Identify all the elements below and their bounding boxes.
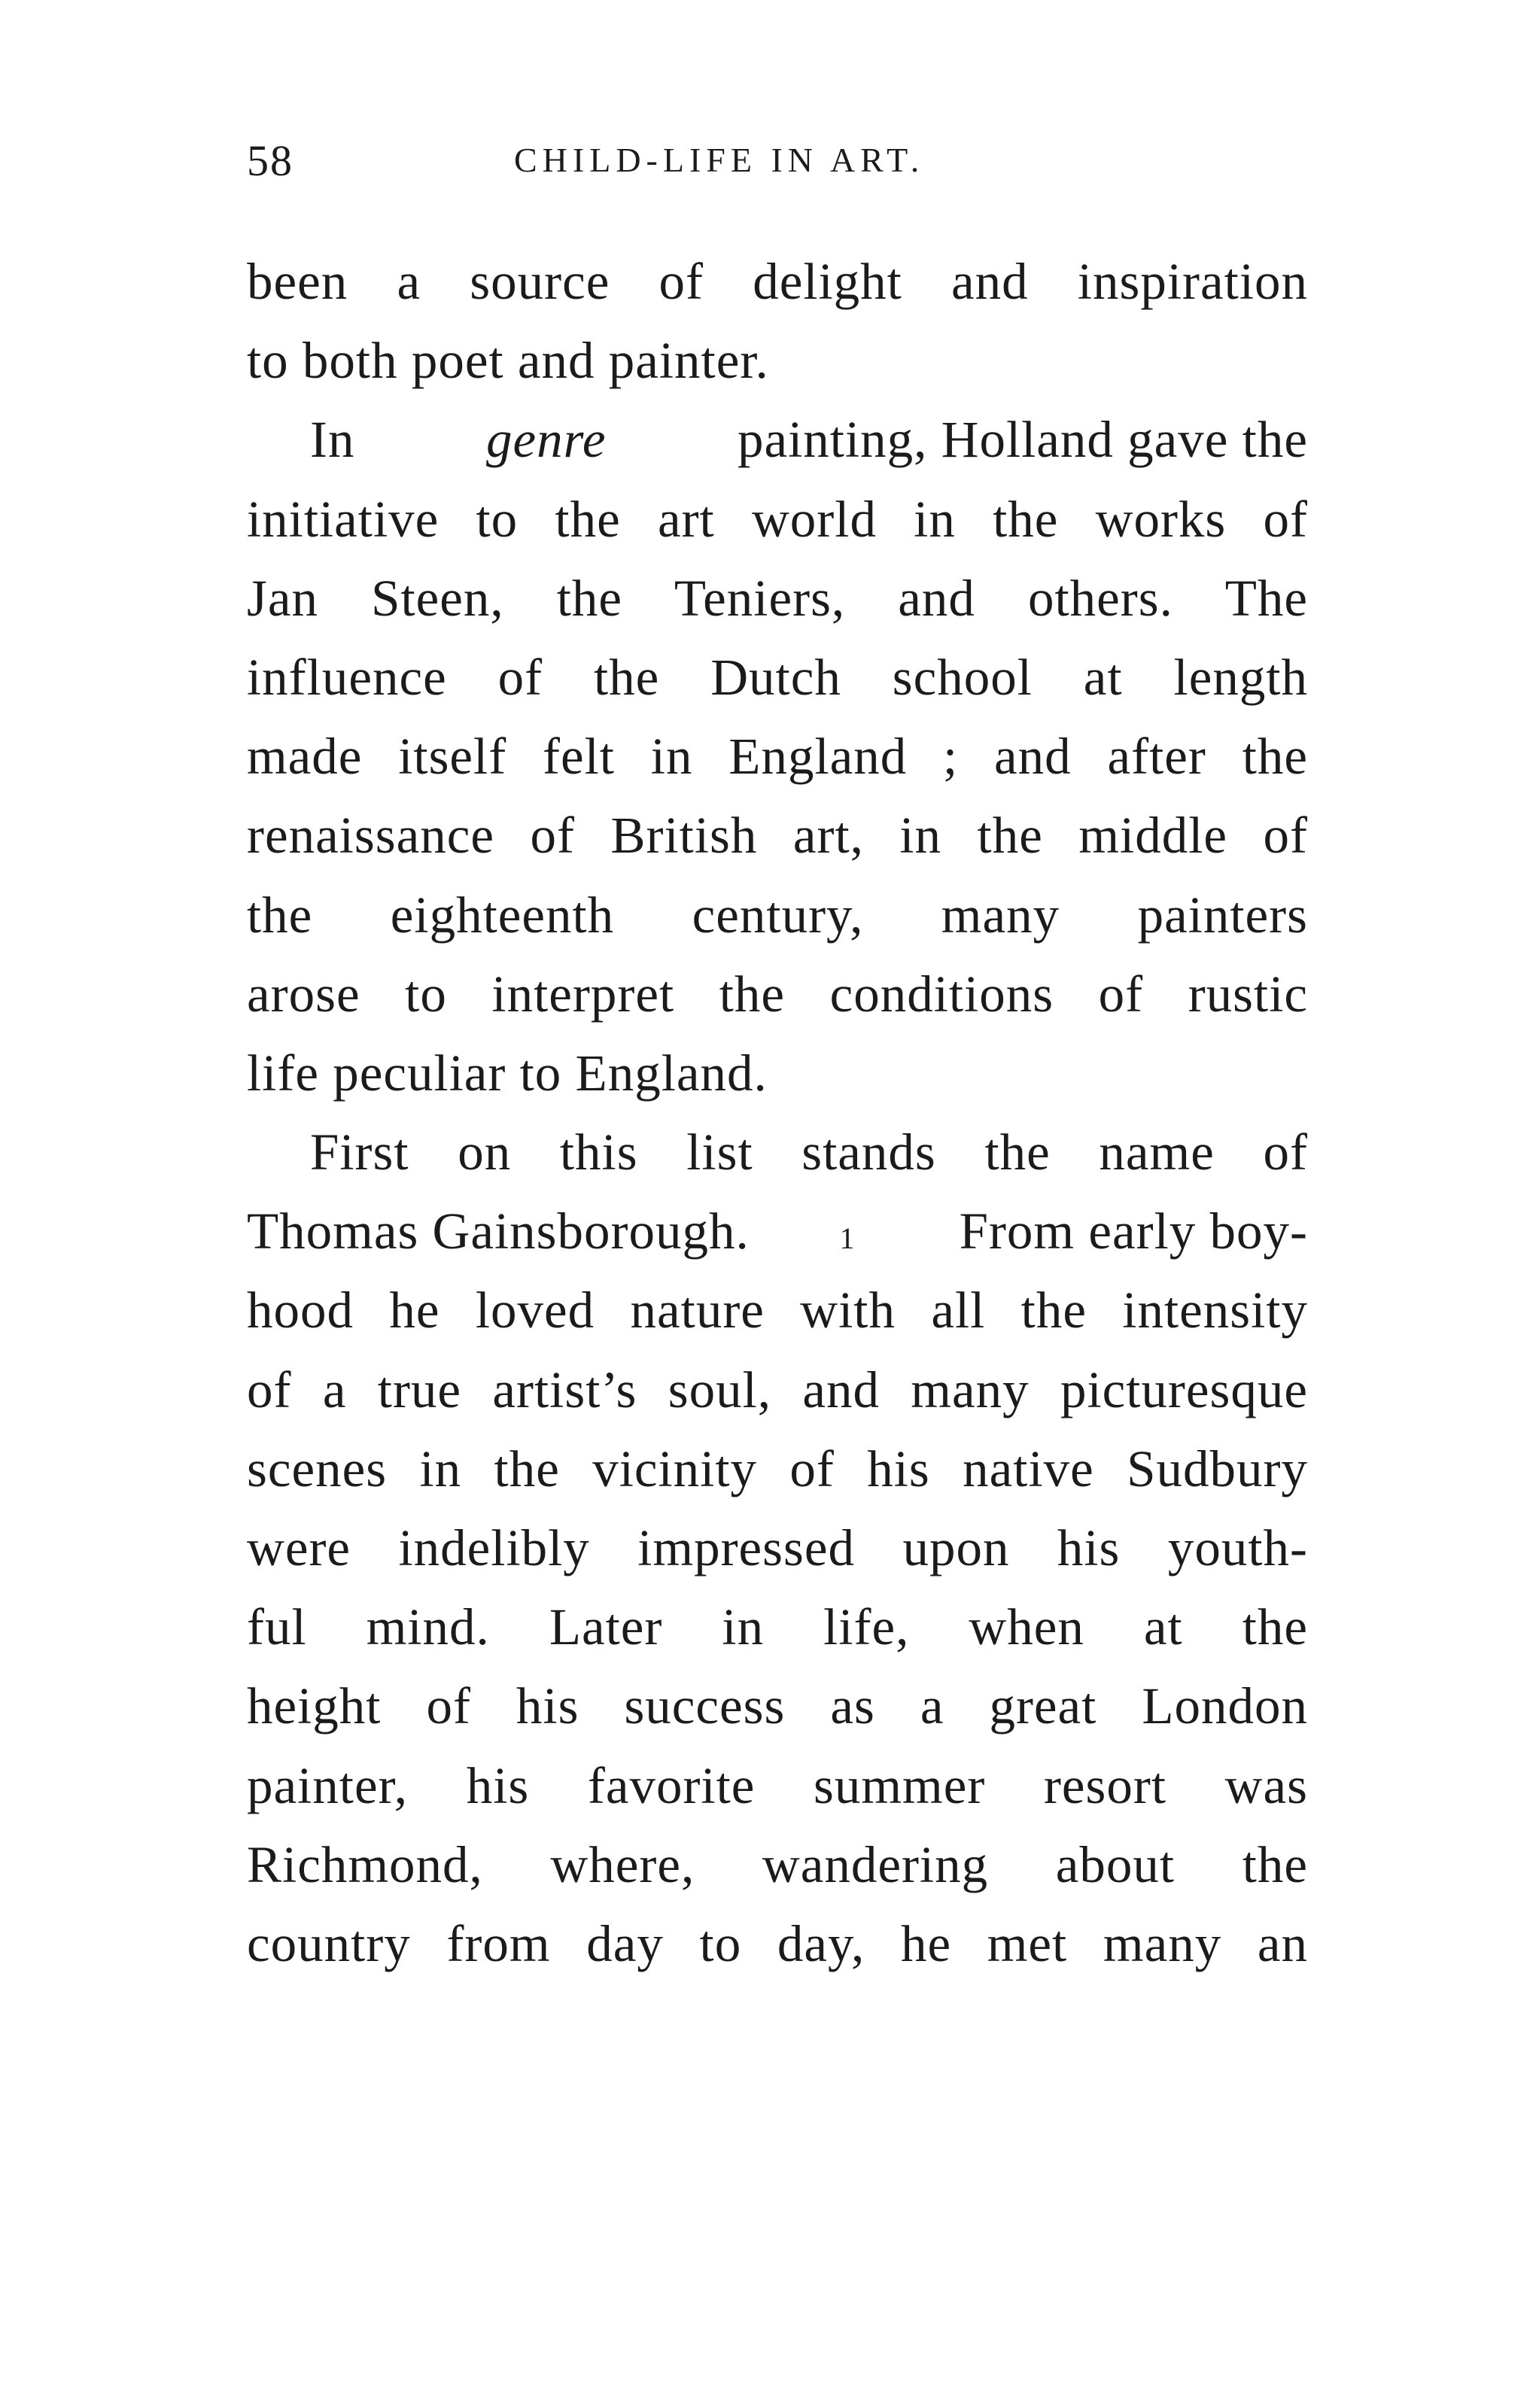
italic-term: genre: [485, 411, 607, 469]
page-number: 58: [247, 136, 294, 185]
text-segment: From early boy-: [945, 1202, 1308, 1260]
text-line: arose to interpret the conditions of rustic: [247, 965, 1308, 1023]
text-line: to both poet and painter.: [247, 332, 769, 390]
text-line: ful mind. Later in life, when at the: [247, 1598, 1308, 1656]
text-line: hood he loved nature with all the intensity: [247, 1282, 1308, 1339]
text-line: country from day to day, he met many an: [247, 1914, 1308, 1972]
text-line: [247, 400, 1308, 479]
text-line: influence of the Dutch school at length: [247, 648, 1308, 706]
text-line: Richmond, where, wandering about the: [247, 1835, 1308, 1893]
text-line: made itself felt in England ; and after the: [247, 728, 1308, 786]
text-line: painter, his favorite summer resort was: [247, 1756, 1308, 1814]
text-segment: Thomas Gainsborough.: [247, 1202, 750, 1260]
text-line: life peculiar to England.: [247, 1044, 768, 1102]
text-line: Jan Steen, the Teniers, and others. The: [247, 569, 1308, 627]
text-line: were indelibly impressed upon his youth-: [247, 1519, 1308, 1576]
text-line: of a true artist’s soul, and many picturesque: [247, 1361, 1308, 1418]
text-line: been a source of delight and inspiration: [247, 253, 1308, 310]
text-line: Thomas Gainsborough. 1 From early boy-: [247, 1192, 1308, 1271]
text-line: scenes in the vicinity of his native Sudbury: [247, 1440, 1308, 1497]
page-header: [247, 135, 1308, 196]
text-segment: In: [310, 411, 369, 469]
text-line: renaissance of British art, in the middle of: [247, 807, 1308, 865]
text-line: the eighteenth century, many painters: [247, 886, 1308, 944]
text-line: First on this list stands the name of: [310, 1123, 1308, 1181]
text-line: initiative to the art world in the works of: [247, 490, 1308, 548]
text-line: height of his success as a great London: [247, 1677, 1308, 1735]
text-segment: painting, Holland gave the: [723, 411, 1308, 469]
body-text: [247, 242, 1308, 1984]
running-title: CHILD-LIFE IN ART.: [514, 141, 925, 179]
